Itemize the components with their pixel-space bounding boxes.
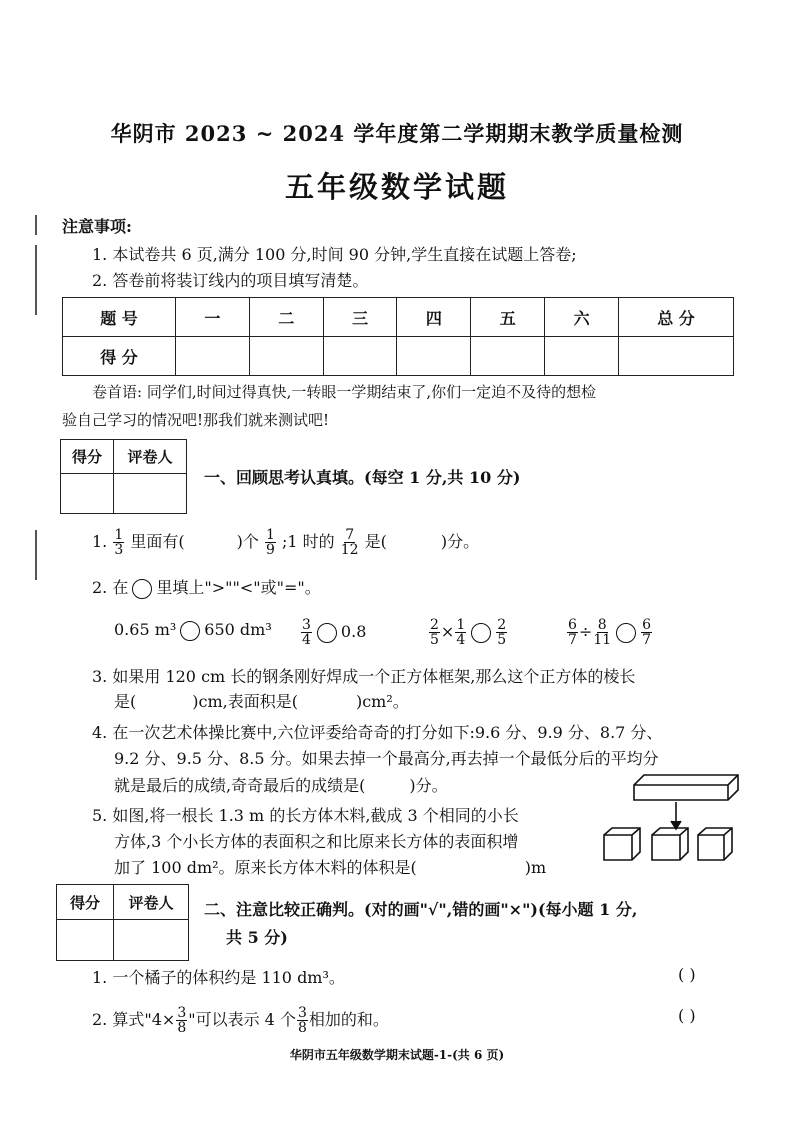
score-col-5: 五 (471, 298, 545, 337)
score-table-header: 题 号 (63, 298, 176, 337)
long-cuboid (634, 775, 738, 800)
q2-1-answer-bracket[interactable]: ( ) (678, 965, 696, 984)
score-col-2: 二 (249, 298, 323, 337)
small-cuboid-2 (652, 828, 688, 860)
score-cell[interactable] (471, 337, 545, 376)
grader-name-cell[interactable] (114, 474, 187, 514)
small-cuboid-3 (698, 828, 732, 860)
binding-mark (35, 530, 37, 580)
grader-name-label: 评卷人 (114, 440, 187, 474)
q1-4-line-3: 就是最后的成绩,奇奇最后的成绩是( )分。 (114, 776, 448, 795)
score-col-4: 四 (397, 298, 471, 337)
q1-2-compare-1: 0.65 m³ 650 dm³ (114, 620, 272, 639)
score-col-total: 总 分 (619, 298, 734, 337)
score-cell[interactable] (545, 337, 619, 376)
q1-5-line-3: 加了 100 dm²。原来长方体木料的体积是( )m (114, 858, 547, 877)
score-cell[interactable] (397, 337, 471, 376)
small-cuboid-1 (604, 828, 640, 860)
compare-circle[interactable] (180, 621, 200, 641)
grader-name-cell[interactable] (114, 920, 189, 961)
compare-circle[interactable] (317, 623, 337, 643)
section-2-title-line-2: 共 5 分) (226, 928, 288, 947)
grader-name-label: 评卷人 (114, 885, 189, 920)
grader-score-cell[interactable] (61, 474, 114, 514)
score-col-3: 三 (323, 298, 397, 337)
q1-3-line-2: 是( )cm,表面积是( )cm²。 (114, 692, 409, 711)
grader-box-1 (60, 439, 187, 514)
q2-2: 2. 算式"4× $\frac{3}{8}$ "可以表示 4 个 $\frac{3}{8}$ 相加的和。 (92, 1005, 389, 1036)
cuboid-figure (600, 772, 750, 866)
section-2-title-line-1: 二、注意比较正确判。(对的画"√",错的画"×")(每小题 1 分, (204, 900, 638, 919)
q1-2: 2. 在 里填上">""<"或"="。 (92, 578, 321, 597)
grader-score-label: 得分 (57, 885, 114, 920)
exam-header-title: 华阴市 2023 ~ 2024 学年度第二学期期末教学质量检测 (110, 121, 684, 146)
fraction: $\frac{1}{3}$ (114, 527, 124, 558)
preface-line-2: 验自己学习的情况吧!那我们就来测试吧! (62, 411, 330, 429)
grader-score-cell[interactable] (57, 920, 114, 961)
score-cell[interactable] (249, 337, 323, 376)
q1-2-compare-2: $\frac{3}{4}$ 0.8 (302, 617, 367, 648)
compare-circle[interactable] (132, 579, 152, 599)
q1-2-compare-4: $\frac{6}{7}$ ÷ $\frac{8}{11}$ $\frac{6}{7}$ (568, 617, 652, 648)
notice-item-1: 1. 本试卷共 6 页,满分 100 分,时间 90 分钟,学生直接在试题上答卷; (92, 245, 577, 264)
exam-subtitle: 五年级数学试题 (284, 170, 509, 204)
compare-circle[interactable] (616, 623, 636, 643)
q1-1: 1. $\frac{1}{3}$ 里面有( )个 $\frac{1}{9}$ ;1 时的 $\frac{7}{12}$ 是( )分。 (92, 527, 480, 558)
score-table (62, 297, 734, 376)
grader-score-label: 得分 (61, 440, 114, 474)
notice-heading: 注意事项: (62, 217, 132, 236)
preface-line-1: 卷首语: 同学们,时间过得真快,一转眼一学期结束了,你们一定迫不及待的想检 (92, 383, 597, 401)
score-row-label: 得 分 (63, 337, 176, 376)
q1-5-line-2: 方体,3 个小长方体的表面积之和比原来长方体的表面积增 (114, 832, 519, 851)
fraction: $\frac{7}{12}$ (340, 527, 359, 558)
q2-1: 1. 一个橘子的体积约是 110 dm³。 (92, 968, 345, 987)
fraction: $\frac{1}{9}$ (265, 527, 275, 558)
q-number: 1. (92, 532, 108, 551)
q2-2-answer-bracket[interactable]: ( ) (678, 1006, 696, 1025)
score-col-1: 一 (176, 298, 250, 337)
score-cell[interactable] (176, 337, 250, 376)
q1-2-compare-3: $\frac{2}{5}$ × $\frac{1}{4}$ $\frac{2}{5}$ (430, 617, 507, 648)
score-col-6: 六 (545, 298, 619, 337)
binding-mark (35, 245, 37, 315)
q1-3-line-1: 3. 如果用 120 cm 长的钢条刚好焊成一个正方体框架,那么这个正方体的棱长 (92, 667, 636, 686)
score-cell[interactable] (323, 337, 397, 376)
grader-box-2 (56, 884, 189, 961)
q1-4-line-1: 4. 在一次艺术体操比赛中,六位评委给奇奇的打分如下:9.6 分、9.9 分、8.7 分、 (92, 723, 663, 742)
score-cell[interactable] (619, 337, 734, 376)
compare-circle[interactable] (471, 623, 491, 643)
page-footer: 华阴市五年级数学期末试题-1-(共 6 页) (289, 1048, 505, 1062)
notice-item-2: 2. 答卷前将装订线内的项目填写清楚。 (92, 271, 369, 290)
q1-4-line-2: 9.2 分、9.5 分、8.5 分。如果去掉一个最高分,再去掉一个最低分后的平均分 (114, 749, 659, 768)
section-1-title: 一、回顾思考认真填。(每空 1 分,共 10 分) (204, 468, 521, 487)
binding-mark (35, 215, 37, 235)
q1-5-line-1: 5. 如图,将一根长 1.3 m 的长方体木料,截成 3 个相同的小长 (92, 806, 519, 825)
